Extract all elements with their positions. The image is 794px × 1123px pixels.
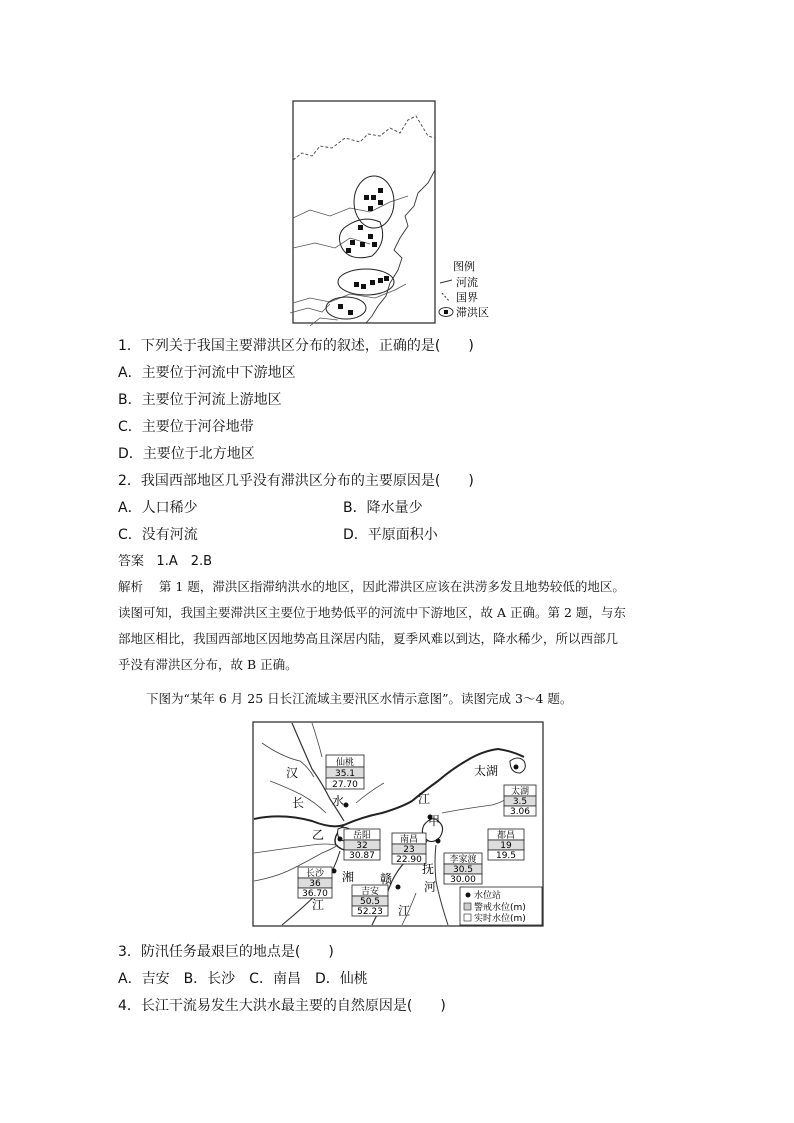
station-actual: 30.87	[349, 851, 375, 861]
intro-text: 下图为“某年 6 月 25 日长江流域主要汛区水情示意图”。读图完成 3～4 题。	[146, 691, 573, 706]
station-warning: 50.5	[359, 897, 381, 907]
label-jiang: 江	[418, 792, 431, 806]
label-fu-he: 河	[424, 880, 437, 894]
label-fu: 抚	[422, 862, 435, 876]
legend-border: 国界	[456, 291, 478, 304]
q1-stem: 1．下列关于我国主要滞洪区分布的叙述，正确的是( )	[118, 338, 474, 354]
legend-station: 水位站	[474, 891, 502, 901]
q2-option-b: B．降水量少	[343, 500, 423, 516]
label-han: 汉	[286, 766, 299, 780]
warning-level-icon	[464, 903, 471, 910]
explanation-line-1: 第 1 题，滞洪区指滞纳洪水的地区，因此滞洪区应该在洪涝多发且地势较低的地区。	[158, 579, 625, 594]
explanation-line-3: 部地区相比，我国西部地区因地势高且深居内陆，夏季风难以到达，降水稀少，所以西部几	[118, 631, 619, 646]
map-frame	[293, 101, 435, 323]
explanation-label: 解析	[118, 579, 144, 594]
station-warning: 36	[309, 879, 321, 889]
legend-title: 图例	[453, 260, 475, 273]
station-name: 岳阳	[352, 831, 372, 841]
q1-option-d: D．主要位于北方地区	[118, 446, 255, 462]
station-name: 李家渡	[449, 855, 477, 865]
q4-stem: 4．长江干流易发生大洪水最主要的自然原因是( )	[118, 998, 446, 1014]
station-name: 南昌	[399, 835, 419, 845]
answer-label: 答案	[118, 554, 145, 569]
river-huai	[293, 238, 370, 248]
q3-stem: 3．防汛任务最艰巨的地点是( )	[118, 944, 334, 960]
station-actual: 52.23	[357, 907, 383, 917]
q1-option-a: A．主要位于河流中下游地区	[118, 365, 296, 381]
label-yi: 乙	[312, 828, 325, 842]
explanation	[118, 574, 688, 678]
label-chang: 长	[292, 796, 305, 810]
legend-flood-zone: 滞洪区	[456, 306, 489, 319]
river-line-icon	[440, 280, 452, 283]
national-border-line	[293, 116, 435, 160]
station-warning: 35.1	[334, 769, 356, 779]
station-name: 长沙	[305, 869, 325, 879]
label-gan: 赣	[380, 872, 393, 886]
map-flood-zones	[290, 98, 510, 326]
station-icon	[466, 893, 471, 898]
actual-level-icon	[464, 914, 471, 921]
station-actual: 30.00	[450, 875, 476, 885]
explanation-line-2: 读图可知，我国主要滞洪区主要位于地势低平的河流中下游地区，故 A 正确。第 2 题，与东	[118, 605, 626, 620]
label-xiang: 湘	[342, 870, 355, 884]
station-warning: 23	[403, 845, 415, 855]
station-warning: 30.5	[452, 865, 474, 875]
label-taihu: 太湖	[474, 764, 499, 778]
station-actual: 27.70	[332, 780, 358, 790]
q2-option-a: A．人口稀少	[118, 500, 198, 516]
q1-option-c: C．主要位于河谷地带	[118, 419, 254, 435]
station-name: 吉安	[360, 887, 380, 897]
explanation-line-4: 乎没有滞洪区分布，故 B 正确。	[118, 657, 298, 672]
station-actual: 22.90	[396, 855, 422, 865]
label-shui: 水	[332, 794, 345, 808]
legend-actual: 实时水位(m)	[474, 914, 526, 924]
station-name: 都昌	[496, 831, 516, 841]
river-yellow	[293, 196, 408, 218]
station-actual: 3.06	[509, 807, 531, 817]
q2-option-d: D．平原面积小	[343, 527, 438, 543]
station-actual: 36.70	[302, 889, 328, 899]
q1-option-b: B．主要位于河流上游地区	[118, 392, 282, 408]
answer	[118, 552, 212, 572]
legend-river: 河流	[456, 276, 478, 289]
border-line-icon	[442, 293, 450, 302]
q3-options: A．吉安 B．长沙 C．南昌 D．仙桃	[118, 971, 368, 987]
answer-text: 1.A 2.B	[156, 554, 213, 569]
station-warning: 3.5	[512, 797, 528, 807]
station-name: 太湖	[510, 787, 530, 797]
q2-stem: 2．我国西部地区几乎没有滞洪区分布的主要原因是( )	[118, 473, 474, 489]
station-warning: 19	[500, 841, 512, 851]
station-warning: 32	[356, 841, 368, 851]
station-name: 仙桃	[335, 758, 355, 768]
label-jia: 甲	[428, 814, 441, 828]
q2-option-c: C．没有河流	[118, 527, 198, 543]
label-xiang-jiang: 江	[312, 898, 325, 912]
map-yangtze-flood	[252, 721, 544, 927]
legend-warning: 警戒水位(m)	[474, 903, 526, 913]
station-actual: 19.5	[495, 851, 517, 861]
label-gan-jiang: 江	[398, 904, 411, 918]
